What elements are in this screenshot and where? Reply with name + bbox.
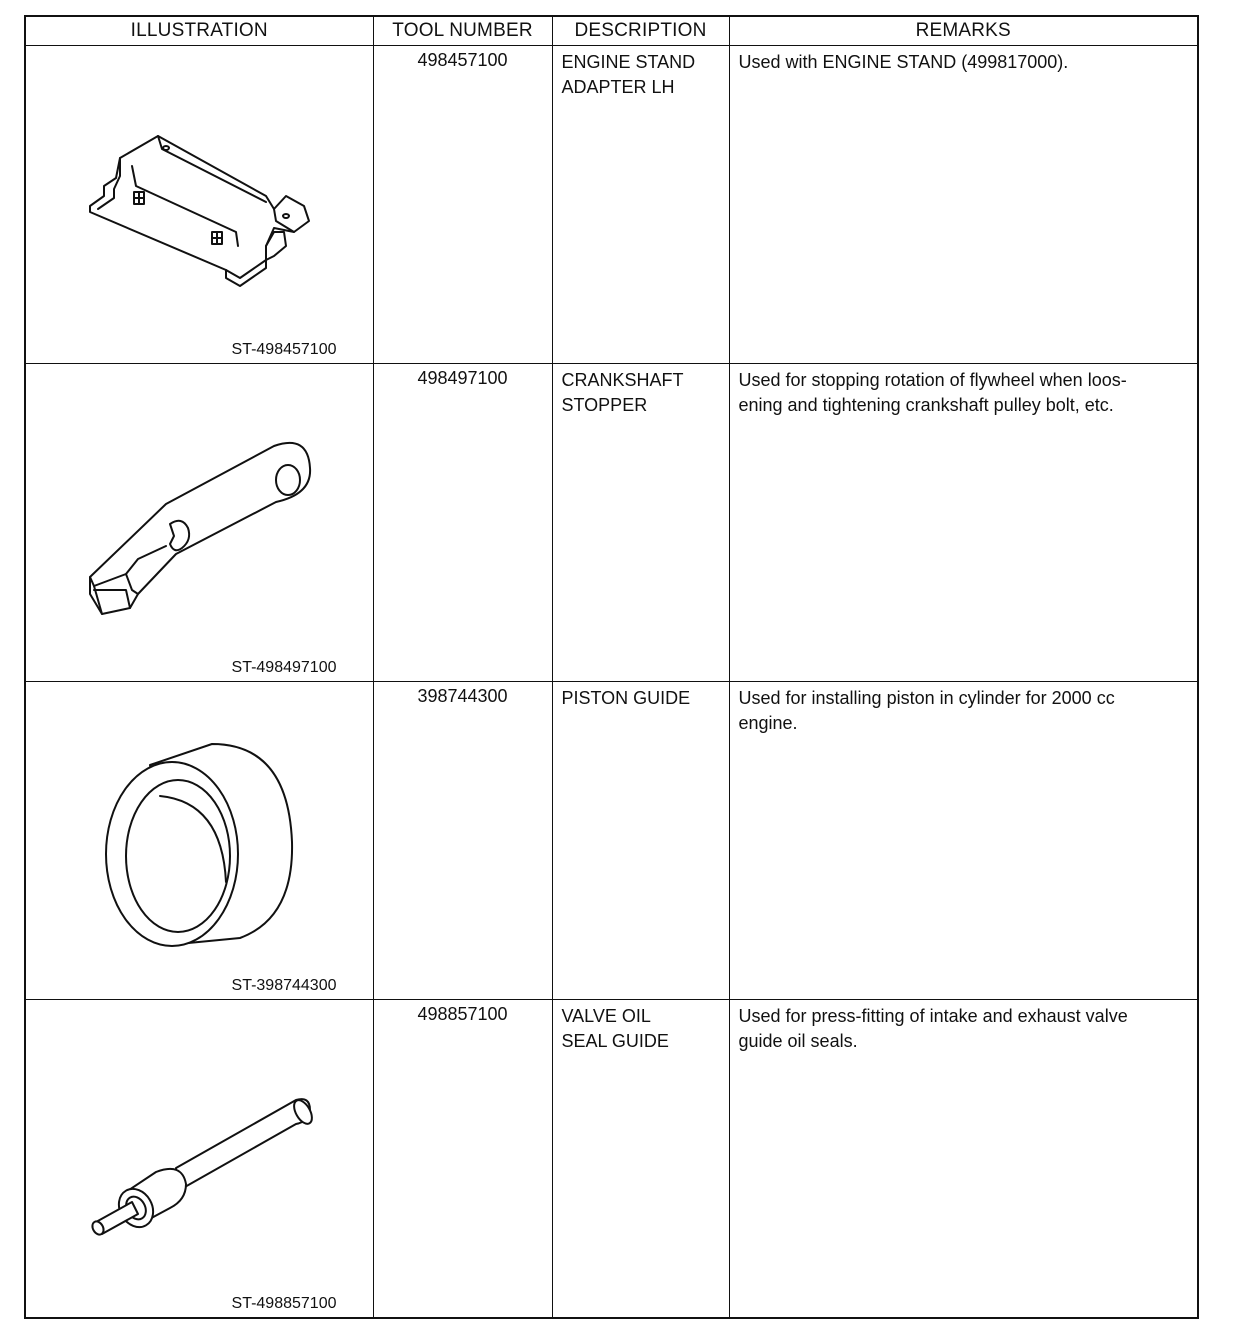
illustration-cell: [25, 46, 373, 364]
table-row: [25, 46, 1198, 364]
engine-stand-adapter-icon: [26, 46, 374, 358]
remarks-line: Used with ENGINE STAND (499817000).: [738, 52, 1069, 72]
remarks-line: ening and tightening crankshaft pulley bolt, etc.: [738, 395, 1114, 415]
description-line: CRANKSHAFT: [561, 370, 684, 390]
header-illustration: ILLUSTRATION: [25, 16, 373, 46]
illustration-code: ST-498857100: [231, 1295, 337, 1312]
illustration-cell: [25, 364, 373, 682]
illustration-code: ST-498497100: [231, 659, 337, 676]
description-line: STOPPER: [561, 395, 648, 415]
table-header-row: [25, 16, 1198, 46]
description-line: PISTON GUIDE: [561, 688, 691, 708]
valve-oil-seal-guide-icon: [26, 1000, 374, 1312]
header-description: DESCRIPTION: [552, 16, 729, 46]
tool-remarks: [729, 364, 1198, 682]
description-line: ENGINE STAND: [561, 52, 696, 72]
tool-number: 498457100: [373, 46, 552, 364]
description-line: ADAPTER LH: [561, 77, 675, 97]
remarks-line: Used for press-fitting of intake and exhaust valve: [738, 1006, 1128, 1026]
tool-remarks: [729, 1000, 1198, 1319]
tool-description: [552, 1000, 729, 1319]
description-line: SEAL GUIDE: [561, 1031, 669, 1051]
piston-guide-icon: [26, 682, 374, 994]
remarks-line: engine.: [738, 713, 798, 733]
tool-description: [552, 364, 729, 682]
crankshaft-stopper-icon: [26, 364, 374, 676]
illustration-cell: [25, 1000, 373, 1319]
remarks-line: guide oil seals.: [738, 1031, 858, 1051]
tool-number: 498497100: [373, 364, 552, 682]
tool-remarks: [729, 682, 1198, 1000]
illustration-code: ST-498457100: [231, 341, 337, 358]
tool-number: 498857100: [373, 1000, 552, 1319]
illustration-cell: [25, 682, 373, 1000]
table-row: [25, 1000, 1198, 1319]
illustration-code: ST-398744300: [231, 977, 337, 994]
table-row: [25, 682, 1198, 1000]
table-row: [25, 364, 1198, 682]
remarks-line: Used for stopping rotation of flywheel when loos-: [738, 370, 1127, 390]
tool-number: 398744300: [373, 682, 552, 1000]
description-line: VALVE OIL: [561, 1006, 651, 1026]
tool-remarks: [729, 46, 1198, 364]
tool-description: [552, 46, 729, 364]
special-tools-table: [24, 15, 1199, 1319]
header-remarks: REMARKS: [729, 16, 1198, 46]
remarks-line: Used for installing piston in cylinder for 2000 cc: [738, 688, 1115, 708]
header-tool-number: TOOL NUMBER: [373, 16, 552, 46]
tool-description: [552, 682, 729, 1000]
